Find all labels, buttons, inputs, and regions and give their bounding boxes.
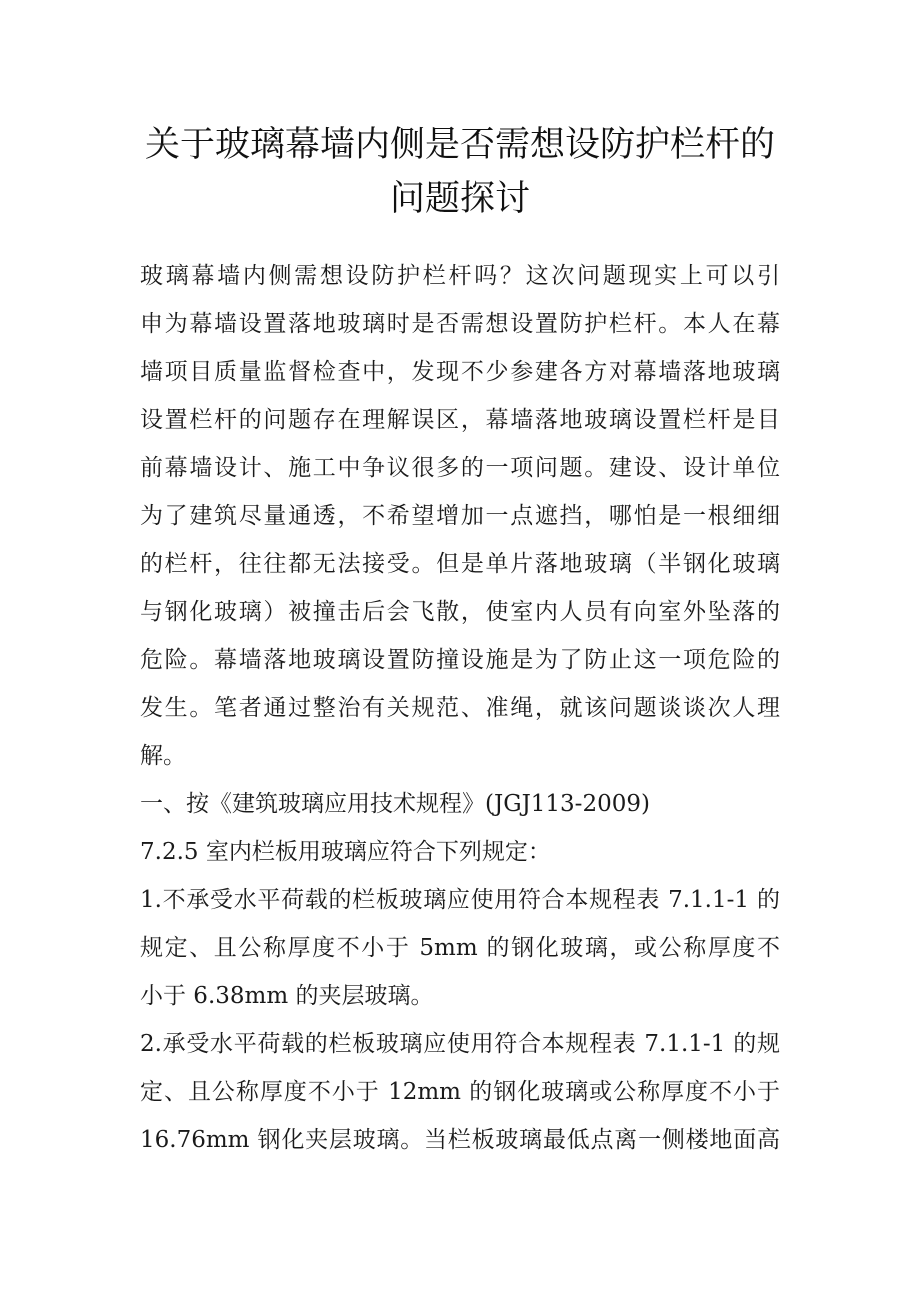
- title-line-1: 关于玻璃幕墙内侧是否需想设防护栏杆的: [144, 125, 775, 165]
- title-line-2: 问题探讨: [389, 179, 530, 219]
- section-heading: 一、按《建筑玻璃应用技术规程》(JGJ113-2009): [140, 791, 650, 817]
- body-line: 16.76mm 钢化夹层玻璃。当栏板玻璃最低点离一侧楼地面高: [140, 1127, 780, 1153]
- body-line: 的栏杆，往往都无法接受。但是单片落地玻璃（半钢化玻璃: [140, 551, 780, 577]
- clause-item-2: 2.承受水平荷载的栏板玻璃应使用符合本规程表 7.1.1-1 的规: [140, 1031, 780, 1057]
- body-line: 小于 6.38mm 的夹层玻璃。: [140, 983, 434, 1009]
- clause-heading: 7.2.5 室内栏板用玻璃应符合下列规定：: [140, 839, 551, 865]
- body-line: 墙项目质量监督检查中，发现不少参建各方对幕墙落地玻璃: [140, 359, 780, 385]
- body-line: 设置栏杆的问题存在理解误区，幕墙落地玻璃设置栏杆是目: [140, 407, 780, 433]
- body-line: 与钢化玻璃）被撞击后会飞散，使室内人员有向室外坠落的: [140, 599, 780, 625]
- body-line: 危险。幕墙落地玻璃设置防撞设施是为了防止这一项危险的: [140, 647, 780, 673]
- body-line: 解。: [140, 743, 186, 769]
- document-title: [140, 118, 780, 226]
- body-line: 发生。笔者通过整治有关规范、准绳，就该问题谈谈次人理: [140, 695, 780, 721]
- clause-item-1: 1.不承受水平荷载的栏板玻璃应使用符合本规程表 7.1.1-1 的: [140, 887, 780, 913]
- body-line: 为了建筑尽量通透，不希望增加一点遮挡，哪怕是一根细细: [140, 503, 780, 529]
- body-line: 申为幕墙设置落地玻璃时是否需想设置防护栏杆。本人在幕: [140, 311, 780, 337]
- body-line: 规定、且公称厚度不小于 5mm 的钢化玻璃，或公称厚度不: [140, 935, 780, 961]
- body-line: 前幕墙设计、施工中争议很多的一项问题。建设、设计单位: [140, 455, 780, 481]
- body-line: 玻璃幕墙内侧需想设防护栏杆吗？这次问题现实上可以引: [140, 263, 780, 289]
- body-line: 定、且公称厚度不小于 12mm 的钢化玻璃或公称厚度不小于: [140, 1079, 780, 1105]
- document-body: [140, 254, 780, 1166]
